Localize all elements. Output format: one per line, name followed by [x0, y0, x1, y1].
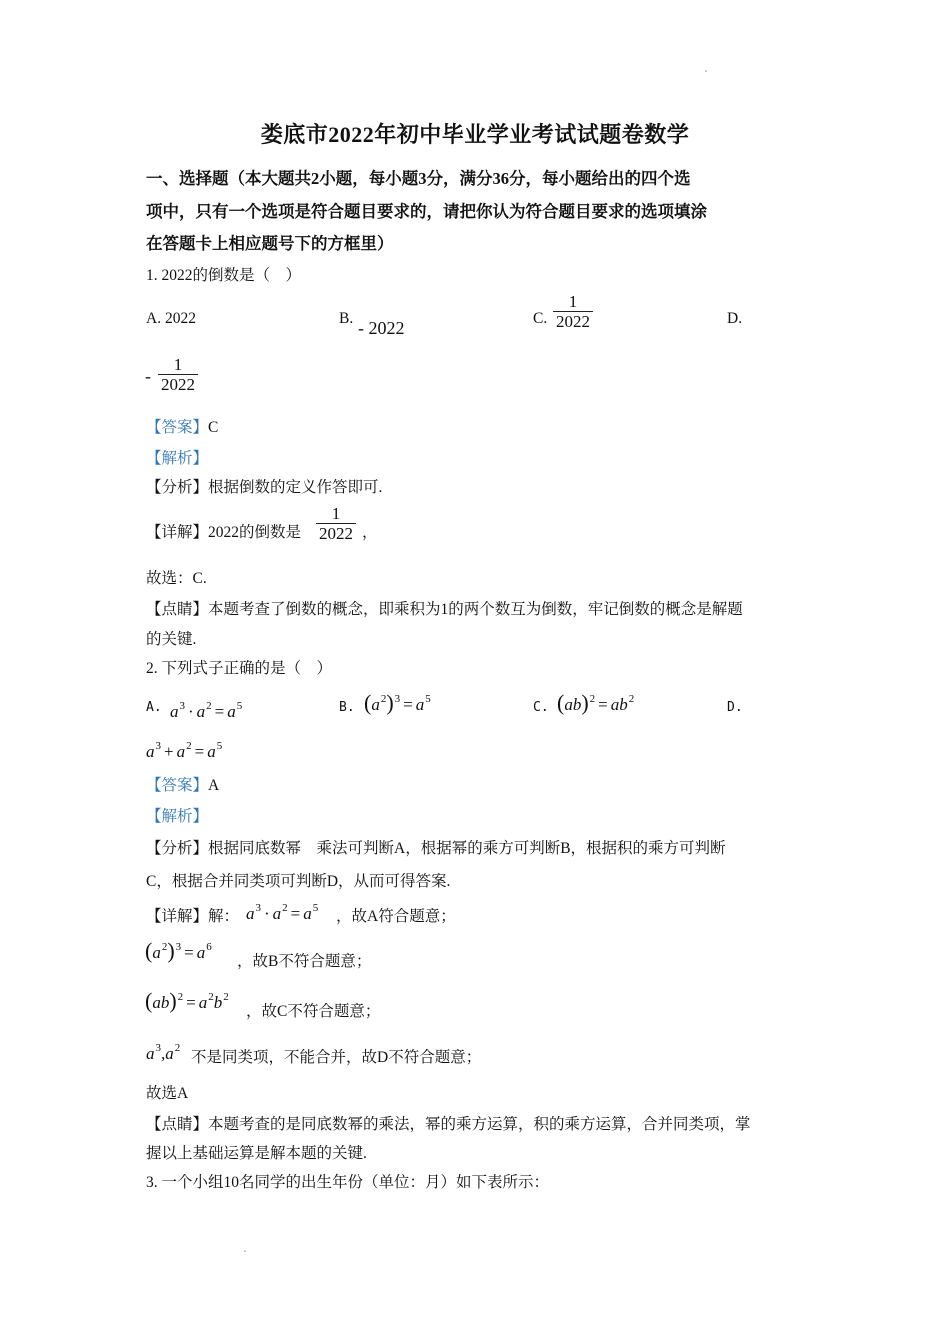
answer-tag: 【答案】	[146, 777, 209, 794]
q2-formula-d: $a^3,a^2$	[146, 1042, 181, 1063]
q1-xiangjie-denominator: 2022	[316, 523, 356, 543]
q1-option-b-value: - 2022	[358, 318, 405, 338]
q2-option-c-label: C.	[533, 700, 549, 715]
q2-fenxi-line1: 【分析】根据同底数幂 乘法可判断A，根据幂的乘方可判断B，根据积的乘方可判断	[146, 840, 726, 857]
q2-formula-b: $(a^2)^3 = a^6$	[145, 938, 212, 963]
q1-option-c-fraction	[553, 293, 593, 331]
q2-option-d-formula: $a^3 + a^2 = a^5$	[146, 740, 223, 761]
q1-option-c-label: C.	[533, 310, 548, 327]
q1-stem: 1. 2022的倒数是（ ）	[146, 267, 302, 284]
q1-d-numerator: 1	[173, 355, 183, 374]
q2-c-conclusion: ，故C不符合题意；	[246, 1003, 381, 1020]
q2-d-conclusion: 不是同类项，不能合并，故D不符合题意；	[191, 1049, 482, 1066]
q2-dianjing-line1: 【点睛】本题考查的是同底数幂的乘法，幂的乘方运算，积的乘方运算，合并同类项，掌	[146, 1116, 751, 1133]
q1-jiexi: 【解析】	[146, 450, 209, 467]
q2-xiangjie-a-conclusion: ，故A符合题意；	[336, 908, 456, 925]
q1-option-a: A. 2022	[146, 310, 196, 327]
exam-title: 娄底市2022年初中毕业学业考试试题卷数学	[260, 122, 690, 147]
q1-fenxi: 【分析】根据倒数的定义作答即可.	[146, 479, 383, 496]
q2-option-b-formula: $(a^2)^3 = a^5$	[364, 690, 431, 715]
scan-speck-bottom	[244, 1250, 246, 1252]
q1-option-b-label: B.	[339, 310, 354, 327]
q2-dianjing-line2: 握以上基础运算是解本题的关键.	[146, 1145, 367, 1162]
q1-dianjing-line1: 【点睛】本题考查了倒数的概念，即乘积为1的两个数互为倒数，牢记倒数的概念是解题	[146, 601, 743, 618]
q1-xiangjie-comma: ，	[362, 524, 378, 541]
section-heading-line2: 项中，只有一个选项是符合题目要求的，请把你认为符合题目要求的选项填涂	[146, 202, 707, 221]
q2-guxuan: 故选A	[146, 1085, 189, 1102]
q2-b-conclusion: ，故B不符合题意；	[237, 953, 372, 970]
q2-fenxi-line2: C，根据合并同类项可判断D，从而可得答案.	[146, 873, 451, 890]
q2-stem: 2. 下列式子正确的是（ ）	[146, 660, 333, 677]
q1-xiangjie-fraction	[316, 505, 356, 543]
q2-option-a-formula: $a^3 \cdot a^2 = a^5$	[170, 700, 243, 721]
q1-dianjing-line2: 的关键.	[146, 631, 197, 648]
q1-answer-value: C	[208, 419, 219, 436]
answer-tag: 【答案】	[146, 419, 209, 436]
q1-option-d-label: D.	[727, 310, 743, 327]
q1-option-d-sign: -	[145, 366, 151, 386]
section-heading-line3: 在答题卡上相应题号下的方框里）	[146, 234, 394, 253]
q3-stem: 3. 一个小组10名同学的出生年份（单位：月）如下表所示：	[146, 1174, 550, 1191]
scan-speck-top	[705, 70, 707, 72]
q1-guxuan: 故选：C.	[146, 570, 207, 587]
q1-c-numerator: 1	[568, 292, 578, 311]
q2-xiangjie-formula-a: $a^3 \cdot a^2 = a^5$	[246, 902, 319, 923]
q1-xiangjie-text: 【详解】2022的倒数是	[146, 524, 302, 541]
q2-option-c-formula: $(ab)^2 = ab^2$	[557, 690, 635, 715]
q1-c-denominator: 2022	[553, 311, 593, 331]
q2-formula-c: $(ab)^2 = a^2b^2$	[145, 988, 229, 1013]
q2-option-b-label: B.	[339, 700, 355, 715]
q1-answer	[146, 415, 218, 437]
q2-answer	[146, 773, 219, 795]
q2-option-a-label: A.	[146, 700, 162, 715]
q2-answer-value: A	[208, 777, 220, 794]
q1-xiangjie-numerator: 1	[331, 504, 341, 523]
section-heading-line1: 一、选择题（本大题共2小题，每小题3分，满分36分，每小题给出的四个选	[146, 169, 691, 188]
q1-d-denominator: 2022	[158, 374, 198, 394]
q2-option-d-label: D.	[727, 700, 743, 715]
q2-jiexi: 【解析】	[146, 808, 209, 825]
q2-xiangjie-label: 【详解】解：	[146, 908, 240, 925]
q1-option-d-fraction	[158, 356, 198, 394]
